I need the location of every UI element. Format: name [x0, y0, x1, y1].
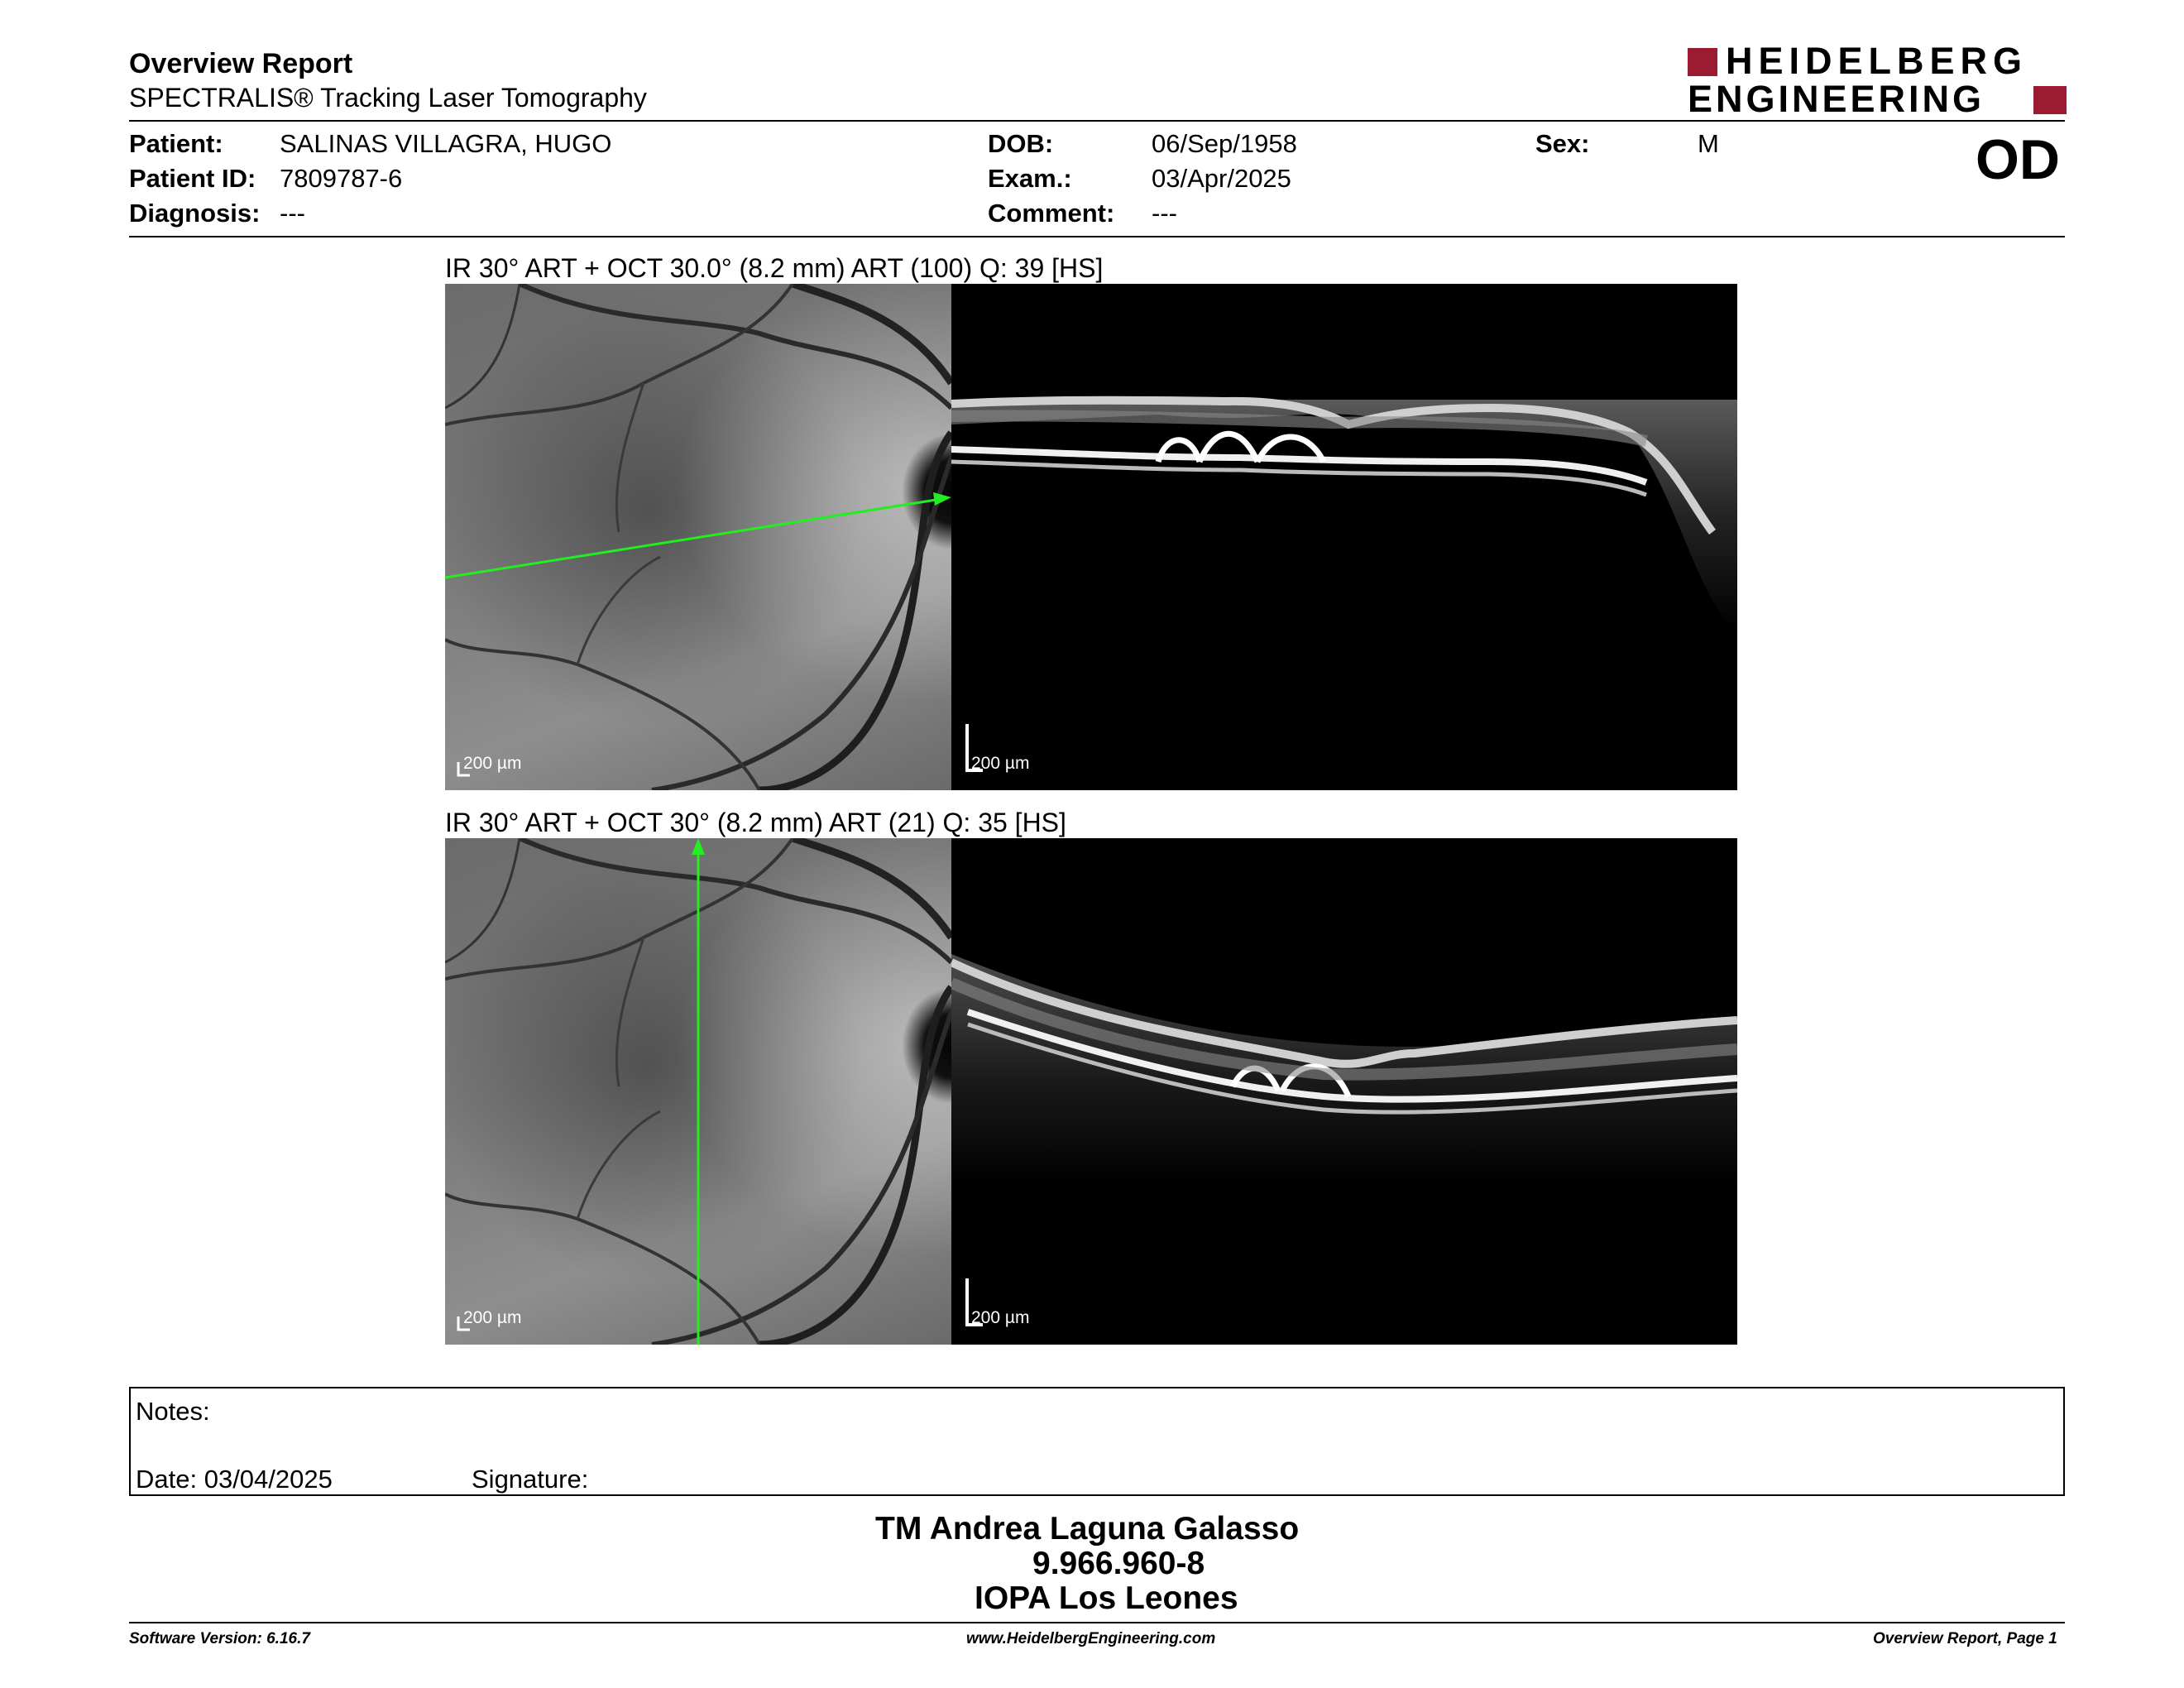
scan-1-oct-scale-label: 200 µm	[971, 754, 1030, 773]
patient-info-rule	[129, 236, 2065, 237]
diagnosis-value: ---	[280, 199, 305, 228]
signatory-institution: IOPA Los Leones	[975, 1580, 1238, 1616]
signatory-name: TM Andrea Laguna Galasso	[875, 1511, 1300, 1547]
header-rule	[129, 120, 2065, 122]
scan-2-oct-scale-label: 200 µm	[971, 1308, 1030, 1327]
sex-value: M	[1698, 129, 1719, 158]
scan-2-fundus-scale-label: 200 µm	[463, 1308, 522, 1327]
signatory-id: 9.966.960-8	[1032, 1546, 1205, 1581]
scan-2-oct-image[interactable]	[951, 838, 1737, 1345]
heidelberg-logo	[1688, 40, 2068, 120]
dob-value: 06/Sep/1958	[1152, 129, 1297, 158]
scan-1-title: IR 30° ART + OCT 30.0° (8.2 mm) ART (100) Q: 39 [HS]	[445, 253, 1104, 283]
scan-1-oct-image[interactable]	[951, 284, 1737, 790]
patient-label: Patient:	[129, 129, 223, 158]
eye-indicator: OD	[1976, 128, 2060, 191]
patient-name: SALINAS VILLAGRA, HUGO	[280, 129, 612, 158]
footer-software-version: Software Version: 6.16.7	[129, 1630, 310, 1647]
notes-label: Notes:	[136, 1397, 210, 1426]
diagnosis-label: Diagnosis:	[129, 199, 261, 228]
sex-label: Sex:	[1535, 129, 1590, 158]
scan-1-fundus-scale-label: 200 µm	[463, 754, 522, 773]
scan-1-oct-bscan	[951, 284, 1737, 790]
comment-value: ---	[1152, 199, 1177, 228]
notes-signature-label: Signature:	[472, 1465, 589, 1494]
scan-1-fundus-image[interactable]	[445, 284, 951, 790]
scan-2-scan-line	[445, 838, 951, 1345]
footer-rule	[129, 1622, 2065, 1623]
exam-value: 03/Apr/2025	[1152, 164, 1291, 193]
logo-square-bottom	[2033, 86, 2067, 114]
report-subtitle: SPECTRALIS® Tracking Laser Tomography	[129, 83, 647, 113]
patient-id: 7809787-6	[280, 164, 403, 193]
logo-square-top	[1688, 48, 1717, 76]
comment-label: Comment:	[988, 199, 1115, 228]
scan-2-title: IR 30° ART + OCT 30° (8.2 mm) ART (21) Q: 35 [HS]	[445, 808, 1066, 837]
scan-1-scan-line	[445, 284, 951, 790]
report-title: Overview Report	[129, 48, 353, 79]
footer-website[interactable]: www.HeidelbergEngineering.com	[966, 1630, 1216, 1647]
notes-box	[129, 1387, 2065, 1496]
footer-page-number: Overview Report, Page 1	[1873, 1630, 2057, 1647]
notes-date: Date: 03/04/2025	[136, 1465, 333, 1494]
patient-id-label: Patient ID:	[129, 164, 256, 193]
logo-text-line1: HEIDELBERG	[1726, 40, 2028, 82]
scan-2-oct-bscan	[951, 838, 1737, 1345]
scan-2-fundus-image[interactable]	[445, 838, 951, 1345]
exam-label: Exam.:	[988, 164, 1072, 193]
logo-text-line2: ENGINEERING	[1688, 78, 1985, 120]
dob-label: DOB:	[988, 129, 1054, 158]
